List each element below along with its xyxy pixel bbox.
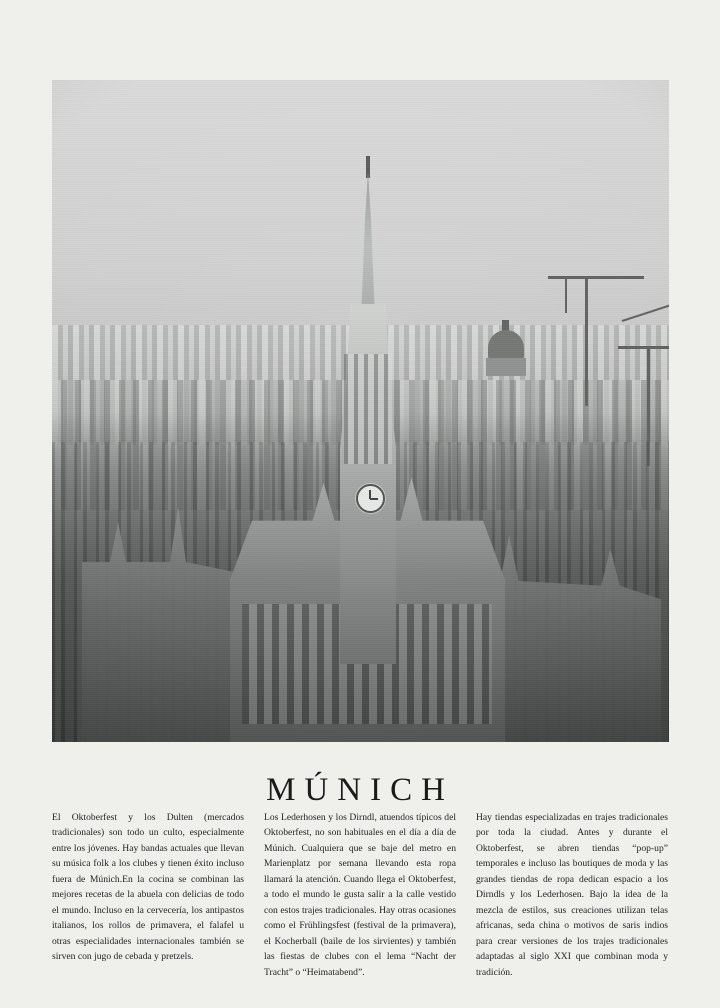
photo-crane-jib-left xyxy=(548,276,644,279)
photo-crane-hook-left xyxy=(565,279,567,313)
body-column-3: Hay tiendas especializadas en trajes tradicionales por toda la ciudad. Antes y durante el Oktoberfest, se abren tiendas “pop-up” temporales e incluso las boutiques de moda y las grandes tiendas de ropa dedican espacio a los Dirndls y los Lederhosen. Bajo la idea de la mezcla de estilos, sus creaciones utilizan telas africanas, seda china o motivos de saris indios para crear versiones de los trajes tradicionales adaptadas al siglo XXI que combinan moda y tradición. xyxy=(476,811,668,978)
photo-rathaus-tower xyxy=(330,154,406,654)
body-text-columns xyxy=(52,800,669,990)
photo-crane-jib-right xyxy=(618,346,669,349)
tower-arcade-windows xyxy=(344,354,392,464)
dome-cap xyxy=(488,330,524,360)
page-title: MÚNICH xyxy=(266,772,454,809)
body-column-1: El Oktoberfest y los Dulten (mercados tradicionales) son todo un culto, especialmente entre los jóvenes. Hay bandas actuales que llevan su música folk a los clubes y tienen éxito incluso fuera de Múnich.En la cocina se combinan las mejores recetas de la abuela con delicias de todo el mundo. Incluso en la cervecería, los antipastos italianos, los rollos de primavera, el falafel u otras especialidades internacionales también se sirven con jugo de cebada y pretzels. xyxy=(52,811,244,963)
dome-base xyxy=(486,358,526,376)
body-column-2: Los Lederhosen y los Dirndl, atuendos típicos del Oktoberfest, no son habituales en el día a día de Múnich. Cualquiera que se baje del metro en Marienplatz por semana llevando esta ropa llamará la atención. Cuando llega el Oktoberfest, a todo el mundo le gusta salir a la calle vestido con estos trajes tradicionales. Hay otras ocasiones como el Frühlingsfest (festival de la primavera), el Kocherball (baile de los sirvientes) y también las fiestas de clubes con el lema “Nacht der Tracht” o “Heimatabend”. xyxy=(264,811,456,978)
tower-spire xyxy=(356,172,380,322)
tower-clock-face xyxy=(356,484,385,513)
poster-photograph xyxy=(52,80,669,742)
photo-crane-mast-left xyxy=(585,276,588,406)
photo-church-dome xyxy=(484,320,528,374)
